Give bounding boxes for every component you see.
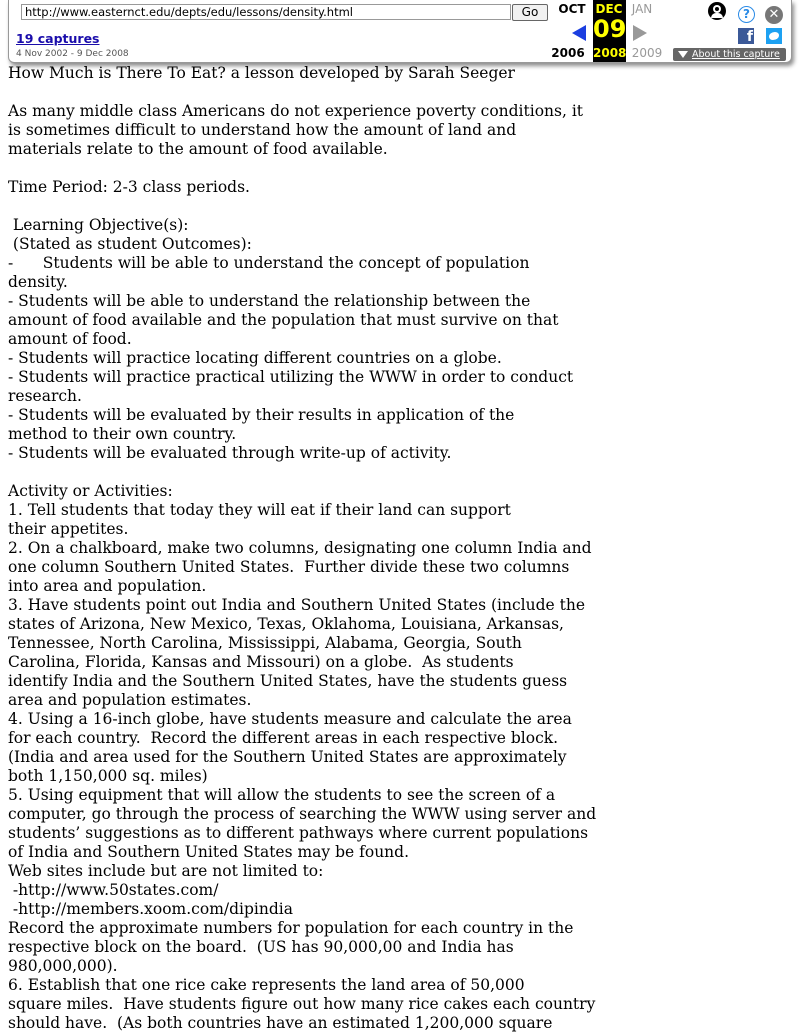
prev-capture-arrow-icon[interactable]: [572, 25, 586, 41]
content-line: Web sites include but are not limited to:: [8, 862, 324, 880]
twitter-icon[interactable]: [766, 28, 782, 44]
captures-link[interactable]: 19 captures: [16, 31, 100, 46]
content-line: - Students will be able to understand the relationship between the: [8, 292, 531, 310]
url-input[interactable]: http://www.easternct.edu/depts/edu/lessons/density.html: [21, 4, 511, 20]
content-line: square miles. Have students figure out how many rice cakes each country: [8, 995, 596, 1013]
triangle-down-icon: [678, 51, 688, 58]
content-line: method to their own country.: [8, 425, 237, 443]
content-line: 6. Establish that one rice cake represents the land area of 50,000: [8, 976, 525, 994]
content-line: - Students will practice locating different countries on a globe.: [8, 349, 502, 367]
content-line: should have. (As both countries have an estimated 1,200,000 square: [8, 1014, 553, 1032]
current-year-label: 2008: [593, 46, 627, 60]
next-month-label: JAN: [631, 2, 653, 16]
content-line: -http://www.50states.com/: [8, 881, 219, 899]
content-line: [8, 197, 596, 216]
content-line: is sometimes difficult to understand how the amount of land and: [8, 121, 517, 139]
content-line: 4. Using a 16-inch globe, have students measure and calculate the area: [8, 710, 572, 728]
content-line: of India and Southern United States may be found.: [8, 843, 410, 861]
content-line: Tennessee, North Carolina, Mississippi, Alabama, Georgia, South: [8, 634, 522, 652]
content-line: - Students will be able to understand the concept of population: [8, 254, 530, 272]
content-line: 3. Have students point out India and Southern United States (include the: [8, 596, 586, 614]
content-line: respective block on the board. (US has 90,000,00 and India has: [8, 938, 514, 956]
content-line: How Much is There To Eat? a lesson developed by Sarah Seeger: [8, 64, 515, 82]
content-line: their appetites.: [8, 520, 129, 538]
about-capture-button[interactable]: [673, 48, 786, 61]
content-line: 1. Tell students that today they will eat if their land can support: [8, 501, 511, 519]
content-line: students’ suggestions as to different pathways where current populations: [8, 824, 589, 842]
content-line: one column Southern United States. Further divide these two columns: [8, 558, 570, 576]
next-capture-arrow-icon: [633, 25, 647, 41]
content-line: density.: [8, 273, 68, 291]
content-line: materials relate to the amount of food available.: [8, 140, 388, 158]
content-line: (Stated as student Outcomes):: [8, 235, 252, 253]
close-icon[interactable]: ✕: [765, 6, 783, 24]
help-icon[interactable]: ?: [738, 6, 755, 23]
content-line: As many middle class Americans do not experience poverty conditions, it: [8, 102, 584, 120]
content-line: -http://members.xoom.com/dipindia: [8, 900, 293, 918]
content-line: into area and population.: [8, 577, 207, 595]
content-line: identify India and the Southern United States, have the students guess: [8, 672, 568, 690]
content-line: Activity or Activities:: [8, 482, 173, 500]
content-line: 5. Using equipment that will allow the students to see the screen of a: [8, 786, 556, 804]
user-account-icon[interactable]: [708, 2, 726, 20]
content-line: 2. On a chalkboard, make two columns, designating one column India and: [8, 539, 592, 557]
content-line: 980,000,000).: [8, 957, 118, 975]
prev-month-label[interactable]: OCT: [558, 2, 586, 16]
content-line: Learning Objective(s):: [8, 216, 189, 234]
content-line: [8, 159, 596, 178]
current-month-label: DEC: [595, 2, 623, 16]
content-line: Record the approximate numbers for population for each country in the: [8, 919, 574, 937]
content-line: amount of food available and the population that must survive on that: [8, 311, 559, 329]
current-day-label: 09: [593, 15, 627, 43]
facebook-icon[interactable]: f: [738, 28, 754, 44]
content-line: Carolina, Florida, Kansas and Missouri) on a globe. As students: [8, 653, 514, 671]
content-line: computer, go through the process of searching the WWW using server and: [8, 805, 597, 823]
content-line: [8, 463, 596, 482]
next-year-label: 2009: [631, 46, 663, 60]
about-capture-label: About this capture: [692, 49, 780, 60]
go-button[interactable]: Go: [512, 4, 548, 21]
content-line: - Students will be evaluated through write-up of activity.: [8, 444, 452, 462]
content-line: states of Arizona, New Mexico, Texas, Oklahoma, Louisiana, Arkansas,: [8, 615, 564, 633]
lesson-content: [8, 64, 596, 1033]
wayback-toolbar: [8, 0, 792, 63]
content-line: - Students will be evaluated by their results in application of the: [8, 406, 515, 424]
content-line: amount of food.: [8, 330, 132, 348]
prev-year-label[interactable]: 2006: [551, 46, 585, 60]
capture-date-range: 4 Nov 2002 - 9 Dec 2008: [16, 49, 129, 59]
content-line: - Students will practice practical utilizing the WWW in order to conduct: [8, 368, 574, 386]
content-line: Time Period: 2-3 class periods.: [8, 178, 250, 196]
content-line: area and population estimates.: [8, 691, 252, 709]
content-line: [8, 83, 596, 102]
content-line: both 1,150,000 sq. miles): [8, 767, 208, 785]
content-line: research.: [8, 387, 82, 405]
content-line: (India and area used for the Southern United States are approximately: [8, 748, 567, 766]
content-line: for each country. Record the different areas in each respective block.: [8, 729, 559, 747]
